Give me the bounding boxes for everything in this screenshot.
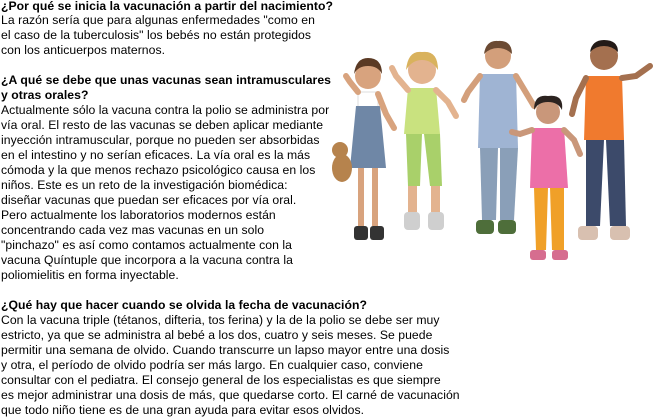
section-2-line: concentrando cada vez mas vacunas en un solo [1, 223, 265, 237]
section-2-line: Actualmente sólo la vacuna contra la polio se administra por [1, 103, 330, 117]
child-4-figure [512, 96, 580, 260]
section-2-line: diseñar vacunas que puedan ser eficaces por vía oral. [1, 193, 297, 207]
section-2-question: ¿A qué se debe que unas vacunas sean intramusculares [1, 73, 331, 87]
child-1-figure [332, 58, 394, 240]
section-2-line: vía oral. El resto de las vacunas se deben aplicar mediante [1, 118, 324, 132]
child-5-figure [572, 40, 650, 240]
section-2-line: "pinchazo" es así como contamos actualmente con la [1, 238, 292, 252]
section-3-line: estricto, ya que se administra al bebé a los dos, cuatro y seis meses. Se puede [1, 328, 433, 342]
children-jumping-image [332, 36, 661, 268]
section-2-line: Pero actualmente los laboratorios modernos están [1, 208, 276, 222]
section-1-line: La razón sería que para algunas enfermedades "como en [1, 13, 315, 27]
section-2-line: poliomielitis en forma inyectable. [1, 268, 179, 282]
section-3-line: permitir una semana de olvido. Cuando transcurre un lapso mayor entre una dosis [1, 343, 450, 357]
section-2-line: en el intestino y no serían eficaces. La vía oral es la más [1, 148, 311, 162]
child-3-figure [464, 41, 534, 234]
section-2-line: cómoda y la que menos rechazo psicológico causa en los [1, 163, 316, 177]
child-2-figure [392, 52, 456, 230]
section-1-line: el caso de la tuberculosis" los bebés no están protegidos [1, 28, 312, 42]
section-3-line: que todo niño tiene es de una gran ayuda para evitar esos olvidos. [1, 403, 365, 417]
section-3-line: es mejor administrar una dosis de más, que quedarse corto. El carné de vacunación [1, 388, 460, 402]
section-1-line: con los anticuerpos maternos. [1, 43, 166, 57]
section-3-line: y otra, el período de olvido podría ser más largo. En cualquier caso, conviene [1, 358, 423, 372]
section-3-line: consultar con el pediatra. El consejo general de los especialistas es que siempre [1, 373, 441, 387]
section-2-question: y otras orales? [1, 88, 89, 102]
section-2-line: niños. Este es un reto de la investigación biomédica: [1, 178, 288, 192]
section-3-question: ¿Qué hay que hacer cuando se olvida la fecha de vacunación? [1, 298, 367, 312]
section-1-question: ¿Por qué se inicia la vacunación a partir del nacimiento? [1, 0, 334, 13]
section-3-line: Con la vacuna triple (tétanos, difteria, tos ferina) y la de la polio se debe ser muy [1, 313, 440, 327]
section-2-line: inyección intramuscular, porque no pueden ser absorbidas [1, 133, 320, 147]
section-2-line: vacuna Quíntuple que incorpora a la vacuna contra la [1, 253, 293, 267]
